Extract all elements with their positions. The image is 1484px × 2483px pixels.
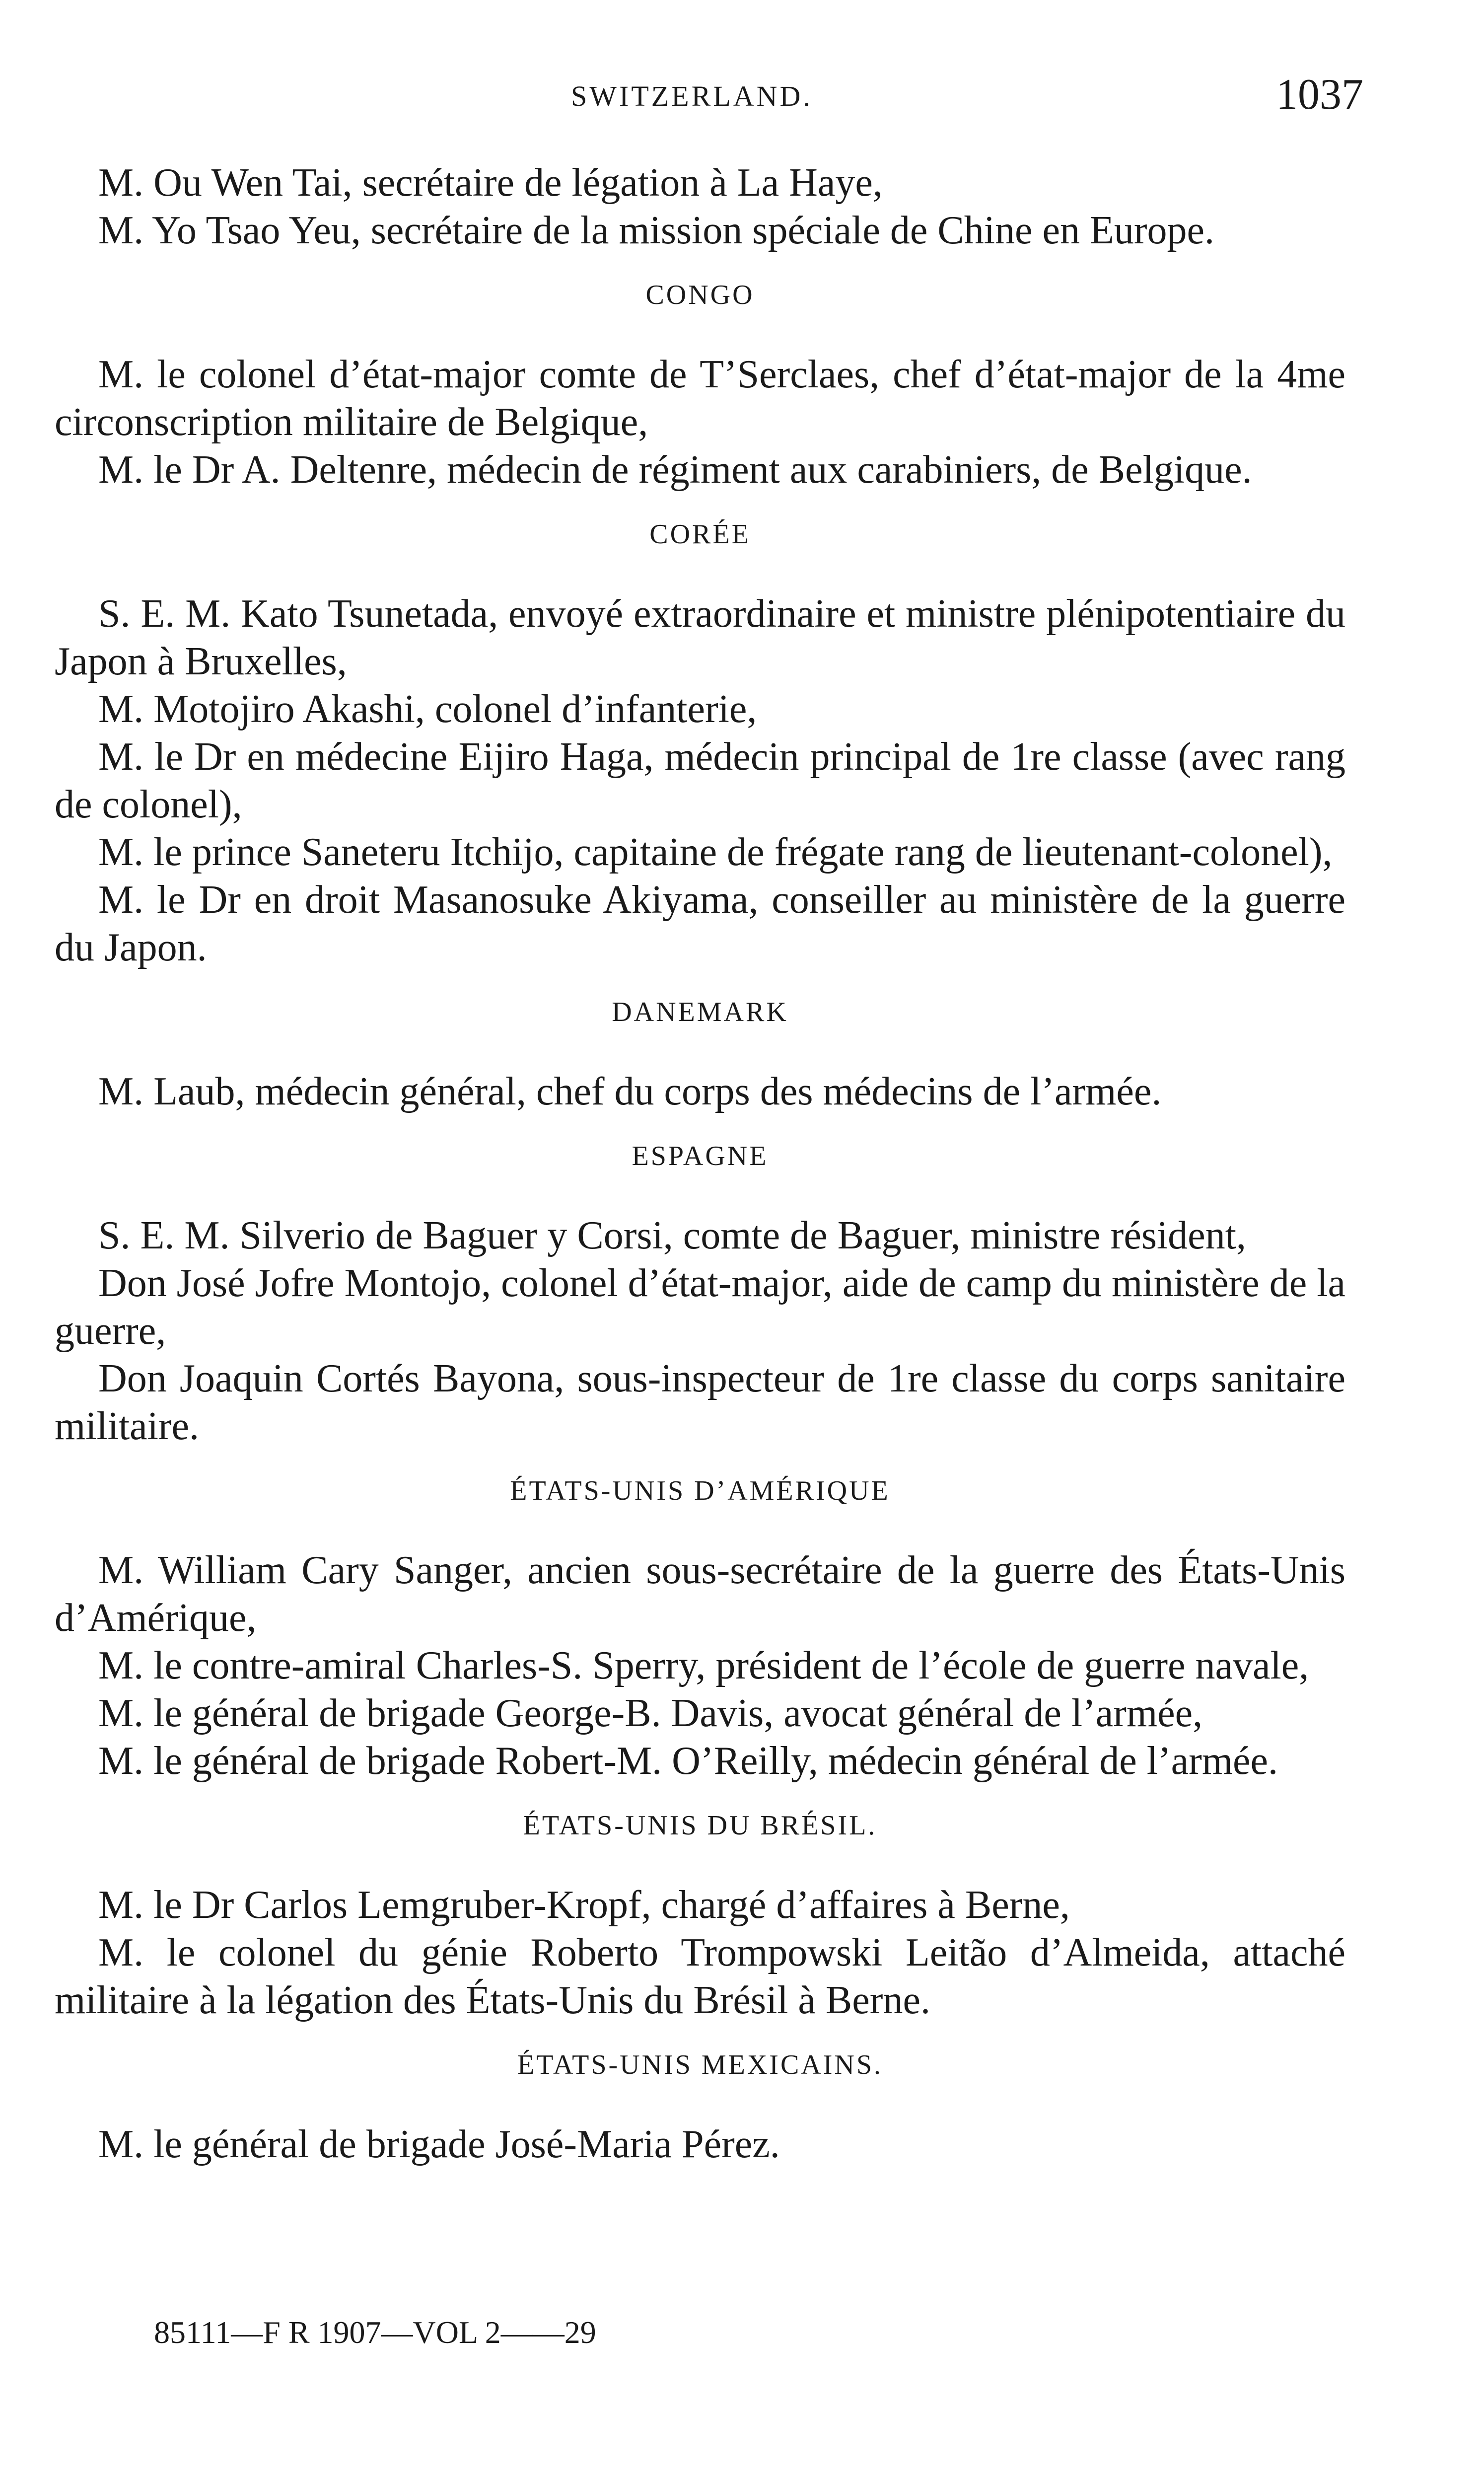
page-number: 1037 <box>1276 71 1363 119</box>
list-item: Don Joaquin Cortés Bayona, sous-inspecteur de 1re classe du corps sanitaire militaire. <box>55 1357 1345 1448</box>
list-item: M. le Dr Carlos Lemgruber-Kropf, chargé d’affaires à Berne, <box>98 1883 1070 1927</box>
list-item: M. le général de brigade Robert-M. O’Reilly, médecin général de l’armée. <box>98 1739 1278 1783</box>
list-item: M. le Dr en droit Masanosuke Akiyama, conseiller au ministère de la guerre du Japon. <box>55 878 1345 969</box>
section-heading: ESPAGNE <box>632 1141 769 1171</box>
list-item: M. le colonel du génie Roberto Trompowski Leitão d’Almeida, attaché militaire à la légation des États-Unis du Brésil à Berne. <box>55 1931 1345 2022</box>
list-item: M. Laub, médecin général, chef du corps des médecins de l’armée. <box>98 1070 1162 1113</box>
list-item: M. William Cary Sanger, ancien sous-secrétaire de la guerre des États-Unis d’Amérique, <box>55 1548 1345 1640</box>
section-etats-unis-bresil <box>55 1810 1345 2024</box>
section-china-continued <box>55 159 1345 254</box>
list-item: M. le Dr A. Deltenre, médecin de régiment aux carabiniers, de Belgique. <box>98 448 1252 492</box>
list-item: S. E. M. Silverio de Baguer y Corsi, comte de Baguer, ministre résident, <box>98 1214 1246 1257</box>
list-item: M. le colonel d’état-major comte de T’Serclaes, chef d’état-major de la 4me circonscription militaire de Belgique, <box>55 353 1345 444</box>
section-danemark <box>55 996 1345 1115</box>
section-etats-unis-amerique <box>55 1475 1345 1785</box>
list-item: M. le contre-amiral Charles-S. Sperry, président de l’école de guerre navale, <box>98 1644 1309 1687</box>
section-coree <box>55 518 1345 971</box>
list-item: M. Yo Tsao Yeu, secrétaire de la mission spéciale de Chine en Europe. <box>98 209 1215 252</box>
printer-mark: 85111—F R 1907—VOL 2——29 <box>154 2315 596 2350</box>
list-item: M. Ou Wen Tai, secrétaire de légation à La Haye, <box>98 161 883 205</box>
section-heading: DANEMARK <box>612 997 788 1027</box>
list-item: Don José Jofre Montojo, colonel d’état-major, aide de camp du ministère de la guerre, <box>55 1261 1345 1353</box>
list-item: M. Motojiro Akashi, colonel d’infanterie, <box>98 687 757 731</box>
section-heading: ÉTATS-UNIS DU BRÉSIL. <box>523 1810 877 1841</box>
section-heading: CONGO <box>645 280 755 310</box>
page-body <box>55 159 1345 2168</box>
running-header: SWITZERLAND. <box>571 80 813 112</box>
section-heading: ÉTATS-UNIS D’AMÉRIQUE <box>510 1475 890 1506</box>
list-item: M. le Dr en médecine Eijiro Haga, médecin principal de 1re classe (avec rang de colonel), <box>55 735 1345 826</box>
section-heading: CORÉE <box>649 519 751 550</box>
section-congo <box>55 279 1345 494</box>
list-item: M. le général de brigade José-Maria Pérez. <box>98 2122 780 2166</box>
list-item: S. E. M. Kato Tsunetada, envoyé extraordinaire et ministre plénipotentiaire du Japon à Bruxelles, <box>55 592 1345 683</box>
section-espagne <box>55 1140 1345 1450</box>
section-heading: ÉTATS-UNIS MEXICAINS. <box>517 2049 883 2080</box>
section-etats-unis-mexicains <box>55 2049 1345 2168</box>
list-item: M. le prince Saneteru Itchijo, capitaine de frégate rang de lieutenant-colonel), <box>98 830 1333 874</box>
list-item: M. le général de brigade George-B. Davis, avocat général de l’armée, <box>98 1691 1203 1735</box>
